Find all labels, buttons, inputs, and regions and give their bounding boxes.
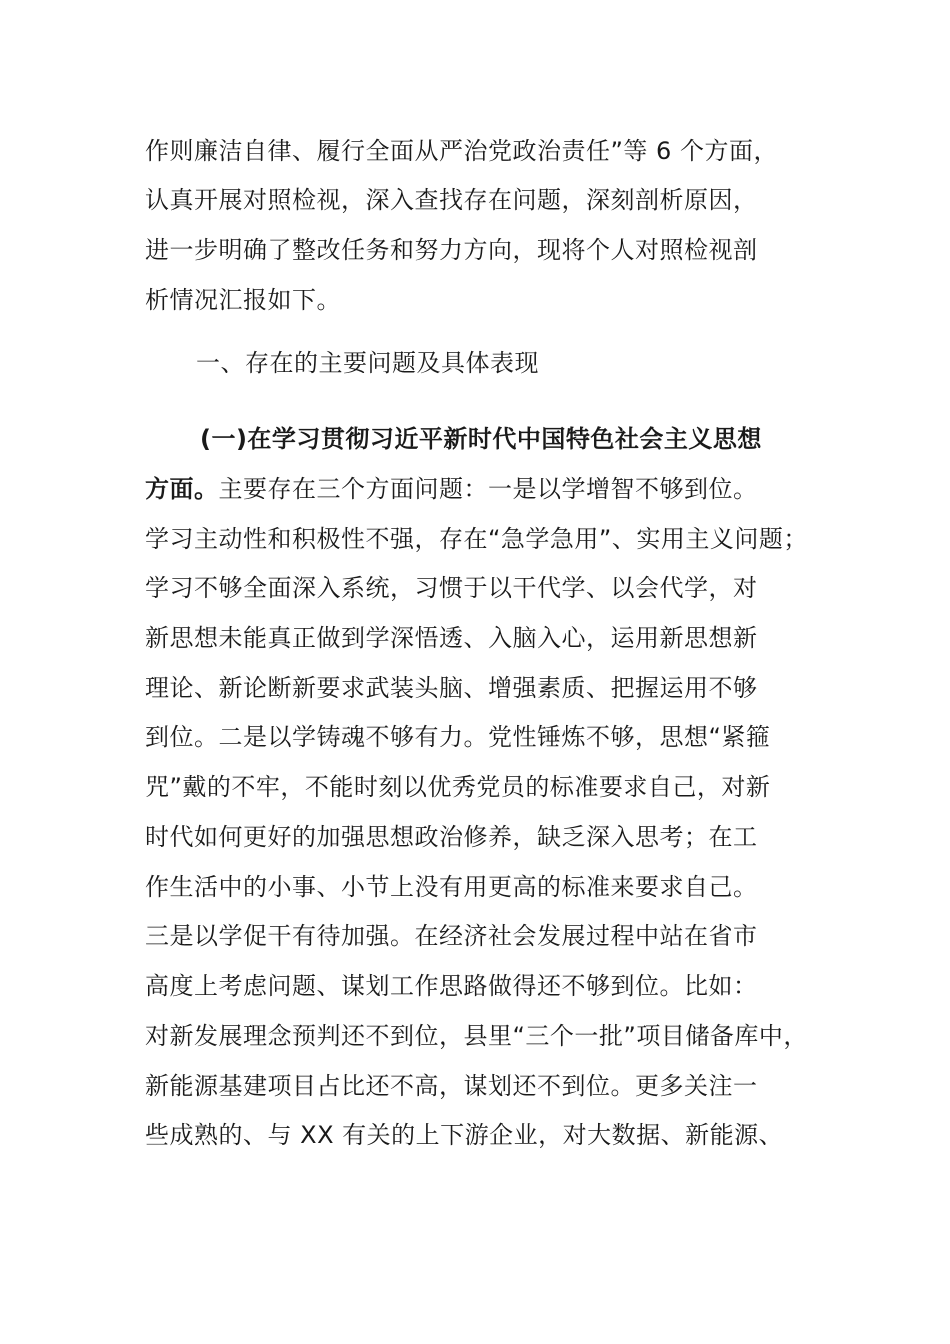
body-line-11: 对新发展理念预判还不到位，县里“三个一批”项目储备库中，: [145, 1022, 808, 1050]
subsection-title-line-2: 方面。: [145, 475, 219, 503]
body-line-12: 新能源基建项目占比还不高，谋划还不到位。更多关注一: [145, 1072, 758, 1100]
body-line-1: 学习主动性和积极性不强，存在“急学急用”、实用主义问题；: [145, 525, 808, 553]
body-line-4: 理论、新论断新要求武装头脑、增强素质、把握运用不够: [145, 674, 758, 702]
body-line-13: 些成熟的、与 XX 有关的上下游企业，对大数据、新能源、: [145, 1121, 784, 1149]
body-line-10: 高度上考虑问题、谋划工作思路做得还不够到位。比如：: [145, 972, 758, 1000]
body-line-5: 到位。二是以学铸魂不够有力。党性锤炼不够，思想“紧箍: [145, 723, 771, 751]
intro-line-1: 作则廉洁自律、履行全面从严治党政治责任”等 6 个方面，: [145, 137, 778, 165]
subsection-first-line: [145, 474, 758, 504]
body-line-3: 新思想未能真正做到学深悟透、入脑入心，运用新思想新: [145, 624, 758, 652]
body-line-8: 作生活中的小事、小节上没有用更高的标准来要求自己。: [145, 873, 758, 901]
intro-line-2: 认真开展对照检视，深入查找存在问题，深刻剖析原因，: [145, 186, 758, 214]
intro-line-3: 进一步明确了整改任务和努力方向，现将个人对照检视剖: [145, 236, 758, 264]
section-heading: 一、存在的主要问题及具体表现: [196, 349, 539, 377]
body-line-7: 时代如何更好的加强思想政治修养，缺乏深入思考；在工: [145, 823, 758, 851]
intro-line-4: 析情况汇报如下。: [145, 286, 341, 314]
body-line-9: 三是以学促干有待加强。在经济社会发展过程中站在省市: [145, 922, 758, 950]
subsection-first-line-text: 主要存在三个方面问题：一是以学增智不够到位。: [218, 475, 758, 503]
body-line-2: 学习不够全面深入系统，习惯于以干代学、以会代学，对: [145, 574, 758, 602]
body-line-6: 咒”戴的不牢，不能时刻以优秀党员的标准要求自己，对新: [145, 773, 771, 801]
subsection-title-line-1: (一)在学习贯彻习近平新时代中国特色社会主义思想: [200, 425, 762, 453]
